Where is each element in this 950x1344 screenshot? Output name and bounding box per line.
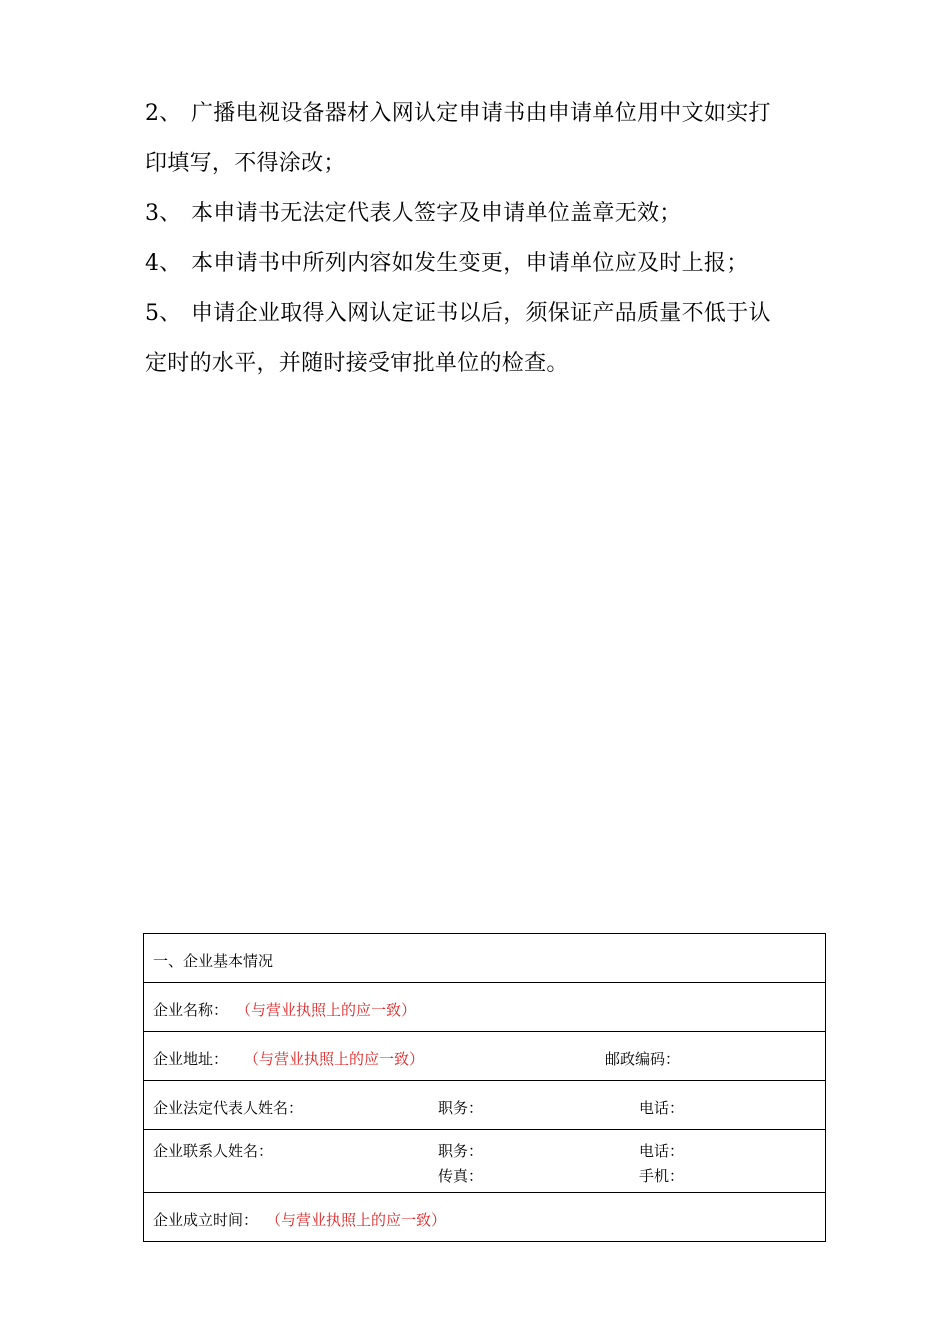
- item-text-continued: 印填写，不得涂改；: [145, 151, 346, 176]
- contact-person-row[interactable]: [144, 1130, 825, 1193]
- item-number: 4、: [145, 251, 182, 276]
- instruction-item-2: [145, 89, 825, 189]
- company-address-row[interactable]: [144, 1032, 825, 1081]
- section-title-row: [144, 934, 825, 983]
- founded-date-hint: （与营业执照上的应一致）: [266, 1211, 447, 1229]
- company-address-hint: （与营业执照上的应一致）: [244, 1050, 425, 1068]
- founded-date-label: 企业成立时间：: [153, 1211, 259, 1229]
- contact-name-label: 企业联系人姓名：: [153, 1142, 274, 1160]
- item-number: 2、: [145, 101, 182, 126]
- enterprise-info-table: [143, 933, 826, 1242]
- contact-fax-label: 传真：: [438, 1167, 484, 1185]
- contact-title-label: 职务：: [438, 1142, 484, 1160]
- item-number: 3、: [145, 201, 182, 226]
- legal-rep-title-label: 职务：: [438, 1099, 484, 1117]
- item-text: 本申请书中所列内容如发生变更，申请单位应及时上报；: [191, 251, 749, 276]
- item-text-continued: 定时的水平，并随时接受审批单位的检查。: [145, 351, 569, 376]
- item-number: 5、: [145, 301, 182, 326]
- instruction-item-5: [145, 289, 825, 389]
- company-name-label: 企业名称：: [153, 1001, 229, 1019]
- contact-mobile-label: 手机：: [639, 1167, 685, 1185]
- item-text: 申请企业取得入网认定证书以后，须保证产品质量不低于认: [191, 301, 771, 326]
- item-text: 广播电视设备器材入网认定申请书由申请单位用中文如实打: [191, 101, 771, 126]
- company-name-row[interactable]: [144, 983, 825, 1032]
- section-title: 一、企业基本情况: [153, 952, 274, 970]
- legal-representative-row[interactable]: [144, 1081, 825, 1130]
- postcode-label: 邮政编码：: [605, 1050, 681, 1068]
- contact-phone-label: 电话：: [639, 1142, 685, 1160]
- instructions-list: [145, 89, 825, 389]
- item-text: 本申请书无法定代表人签字及申请单位盖章无效；: [191, 201, 682, 226]
- company-name-hint: （与营业执照上的应一致）: [236, 1001, 417, 1019]
- legal-rep-name-label: 企业法定代表人姓名：: [153, 1099, 304, 1117]
- founded-date-row[interactable]: [144, 1193, 825, 1242]
- company-address-label: 企业地址：: [153, 1050, 229, 1068]
- instruction-item-3: [145, 189, 825, 239]
- instruction-item-4: [145, 239, 825, 289]
- legal-rep-phone-label: 电话：: [639, 1099, 685, 1117]
